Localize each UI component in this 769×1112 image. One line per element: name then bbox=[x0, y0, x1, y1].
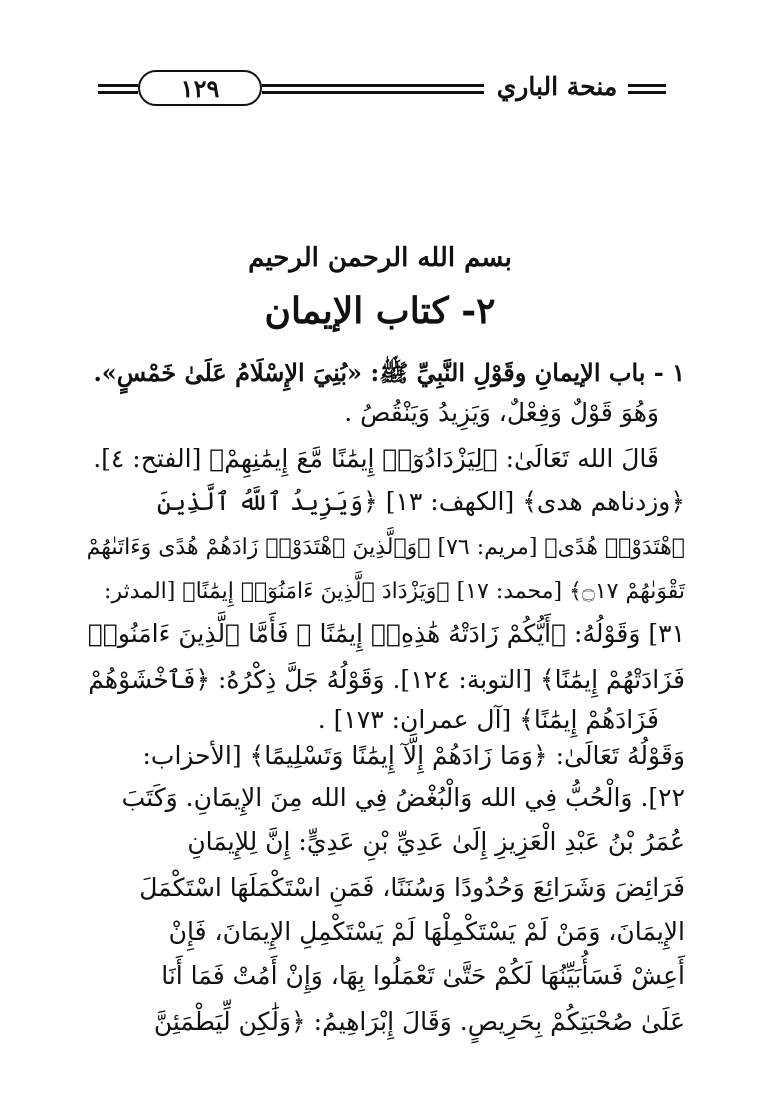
text-line: فَرَائِضَ وَشَرَائِعَ وَحُدُودًا وَسُنَنًا، فَمَنِ اسْتَكْمَلَهَا اسْتَكْمَلَ bbox=[139, 873, 685, 902]
chapter-heading: ١ - باب الإيمانِ وقَوْلِ النَّبِيِّ ﷺ: «بُنِيَ الإِسْلَامُ عَلَىٰ خَمْسٍ». bbox=[93, 358, 685, 387]
text-line: عُمَرُ بْنُ عَبْدِ الْعَزِيزِ إِلَىٰ عَدِيِّ بْنِ عَدِيٍّ: إِنَّ لِلإِيمَانِ bbox=[187, 827, 685, 856]
text-line: وَقَوْلُهُ تَعَالَىٰ: ﴿وَمَا زَادَهُمْ إِلَّآ إِيمَٰنًا وَتَسْلِيمًا﴾ [الأحزاب: bbox=[142, 741, 685, 770]
text-line: ٱهْتَدَوْا۟ هُدًى﴾ [مريم: ٧٦] ﴿وَٱلَّذِينَ ٱهْتَدَوْا۟ زَادَهُمْ هُدًى وَءَاتَىٰهُمْ bbox=[86, 535, 685, 560]
text-line: ﴿وزدناهم هدى﴾ [الكهف: ١٣] ﴿وَيَزِيدُ ٱللَّهُ ٱلَّذِينَ bbox=[156, 487, 685, 516]
text-line: ٣١] وَقَوْلُهُ: ﴿أَيُّكُمْ زَادَتْهُ هَٰذِهِۦٓ إِيمَٰنًا ۚ فَأَمَّا ٱلَّذِينَ ءَامَنُوا۟ bbox=[87, 619, 685, 648]
running-title: منحة الباري bbox=[496, 72, 618, 101]
text-line: الإِيمَانَ، وَمَنْ لَمْ يَسْتَكْمِلْهَا لَمْ يَسْتَكْمِلِ الإِيمَانَ، فَإِنْ bbox=[168, 917, 685, 946]
text-line: فَزَادَتْهُمْ إِيمَٰنًا﴾ [التوبة: ١٢٤]. وَقَوْلُهُ جَلَّ ذِكْرُهُ: ﴿فَٱخْشَوْهُمْ bbox=[88, 665, 685, 694]
text-line: وَهُوَ قَوْلٌ وَفِعْلٌ، وَيَزِيدُ وَيَنْقُصُ . bbox=[344, 398, 659, 427]
page-number: ١٢٩ bbox=[138, 70, 262, 106]
text-line: تَقْوَىٰهُمْ ۝١٧﴾ [محمد: ١٧] ﴿وَيَزْدَادَ ٱلَّذِينَ ءَامَنُوٓا۟ إِيمَٰنًا﴾ [المدثر: bbox=[104, 579, 685, 604]
text-line: عَلَىٰ صُحْبَتِكُمْ بِحَرِيصٍ. وَقَالَ إِبْرَاهِيمُ: ﴿وَلَٰكِن لِّيَطْمَئِنَّ bbox=[153, 1007, 685, 1036]
text-line: أَعِشْ فَسَأُبَيِّنُهَا لَكُمْ حَتَّىٰ تَعْمَلُوا بِهَا، وَإِنْ أَمُتْ فَمَا أَنَا bbox=[161, 961, 685, 990]
basmala: بسم الله الرحمن الرحيم bbox=[248, 243, 512, 273]
text-line: قَالَ الله تَعَالَىٰ: ﴿لِيَزْدَادُوٓا۟ إِيمَٰنًا مَّعَ إِيمَٰنِهِمْ﴾ [الفتح: ٤]. bbox=[93, 444, 659, 473]
text-line: فَزَادَهُمْ إِيمَٰنًا﴾ [آل عمران: ١٧٣] . bbox=[317, 705, 659, 734]
book-title: ٢- كتاب الإيمان bbox=[264, 290, 496, 332]
text-line: ٢٢]. وَالْحُبُّ فِي الله وَالْبُغْضُ فِي الله مِنَ الإِيمَانِ. وَكَتَبَ bbox=[121, 783, 685, 812]
